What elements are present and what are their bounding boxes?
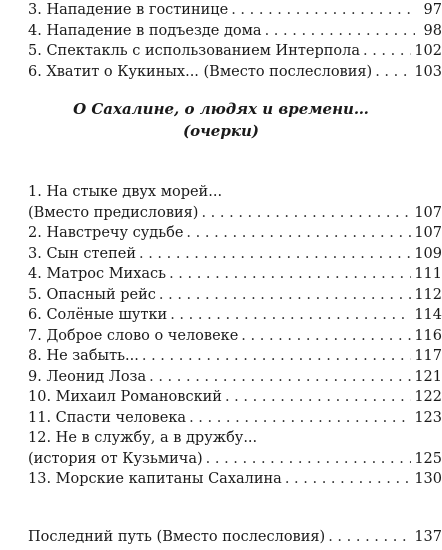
page-number: 97 [423,2,442,18]
section-heading [0,98,442,142]
dot-leader [265,21,415,42]
toc-entry [28,182,442,203]
entry-title: 8. Не забыть... [28,348,139,364]
toc-entry [28,285,442,306]
page-number: 111 [414,266,442,282]
page-number: 102 [414,43,442,59]
page-number: 130 [414,471,442,487]
entry-title: 4. Матрос Михась [28,266,167,282]
toc-entry [28,408,442,429]
toc-entry [28,387,442,408]
entry-title: 11. Спасти человека [28,409,187,426]
page-number: 109 [414,245,442,262]
toc-entry [28,244,442,265]
toc-list-section [28,182,442,490]
dot-leader [328,527,411,548]
dot-leader [363,41,411,62]
page-number: 137 [414,529,442,545]
page-number: 122 [414,389,442,405]
entry-title: 4. Нападение в подъезде дома [28,22,262,39]
page-number: 98 [423,22,442,39]
section-title-line: О Сахалине, о людях и времени… [73,100,369,118]
section-subtitle-line: (очерки) [182,122,259,140]
page-number: 107 [414,225,442,241]
page-number: 116 [414,327,442,344]
entry-title: (история от Кузьмича) [28,450,203,467]
entry-title: 1. На стыке двух морей... [28,184,223,200]
toc-list-bottom [28,527,442,548]
page-number: 117 [414,348,442,364]
toc-entry [28,326,442,347]
dot-leader [285,469,411,490]
page-number: 121 [414,368,442,385]
dot-leader [170,305,411,326]
entry-title: 12. Не в службу, а в дружбу... [28,430,258,446]
dot-leader [375,62,411,83]
toc-entry [28,223,442,244]
toc-entry [28,264,442,285]
entry-title: 3. Нападение в гостинице [28,2,229,18]
page-number: 123 [414,409,442,426]
entry-title: 10. Михаил Романовский [28,389,222,405]
dot-leader [241,326,411,347]
dot-leader [186,223,411,244]
page-number: 112 [414,286,442,303]
dot-leader [169,264,411,285]
toc-entry [28,41,442,62]
dot-leader [201,203,411,224]
page-number: 107 [414,204,442,221]
entry-title: Последний путь (Вместо послесловия) [28,529,326,545]
entry-title: 9. Леонид Лоза [28,368,147,385]
dot-leader [231,0,415,21]
entry-title: 3. Сын степей [28,245,136,262]
page-number: 125 [414,450,442,467]
dot-leader [206,449,412,470]
toc-entry [28,305,442,326]
toc-list-top [28,0,442,82]
toc-entry [28,449,442,470]
entry-title: 5. Опасный рейс [28,286,156,303]
page-number: 114 [414,307,442,323]
toc-entry [28,527,442,548]
toc-entry [28,367,442,388]
entry-title: 6. Хватит о Кукиных... (Вместо послесловия) [28,63,373,80]
dot-leader [225,387,411,408]
dot-leader [189,408,411,429]
entry-title: (Вместо предисловия) [28,204,199,221]
entry-title: 7. Доброе слово о человеке [28,327,239,344]
entry-title: 13. Морские капитаны Сахалина [28,471,282,487]
dot-leader [149,367,411,388]
toc-entry [28,346,442,367]
toc-entry [28,469,442,490]
dot-leader [159,285,411,306]
dot-leader [142,346,411,367]
toc-entry [28,203,442,224]
entry-title: 6. Солёные шутки [28,307,168,323]
toc-entry [28,428,442,449]
entry-title: 5. Спектакль с использованием Интерпола [28,43,360,59]
toc-entry [28,21,442,42]
page-number: 103 [414,63,442,80]
entry-title: 2. Навстречу судьбе [28,225,184,241]
toc-entry [28,0,442,21]
dot-leader [139,244,411,265]
toc-entry [28,62,442,83]
